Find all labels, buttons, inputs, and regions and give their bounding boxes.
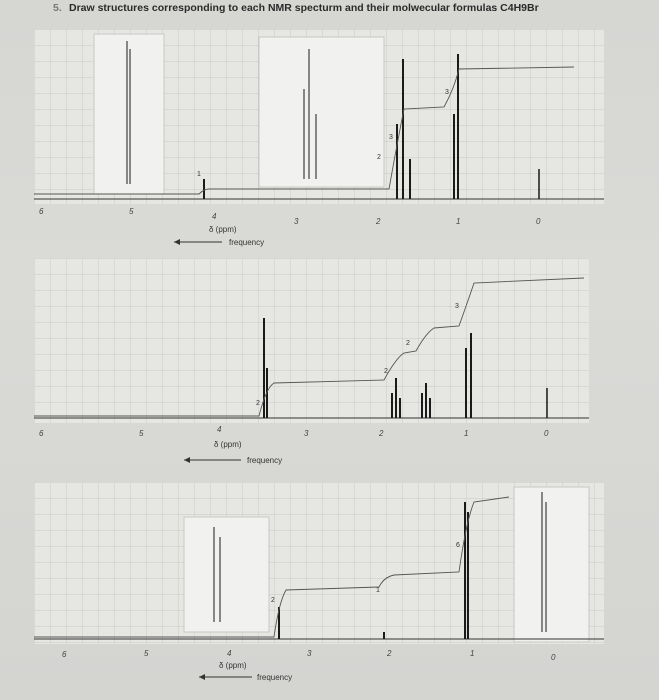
axis-tick: 6: [39, 207, 44, 216]
integration-label: 3: [389, 134, 393, 141]
axis-tick: 2: [379, 429, 384, 438]
axis-tick: 1: [456, 217, 461, 226]
question-number: 5.: [53, 2, 62, 14]
frequency-label: frequency: [257, 673, 293, 682]
integration-label: 2: [384, 368, 388, 375]
axis-tick: 2: [376, 217, 381, 226]
nmr-spectrum-1: [34, 29, 624, 259]
integration-label: 1: [376, 587, 380, 594]
axis-tick: 1: [464, 429, 469, 438]
axis-tick: 4: [212, 212, 217, 221]
axis-tick: 3: [307, 649, 312, 658]
integration-label: 3: [445, 89, 449, 96]
axis-tick: 5: [139, 429, 144, 438]
integration-label: 2: [377, 154, 381, 161]
nmr-spectrum-1-svg: [34, 29, 624, 259]
axis-tick: 0: [544, 429, 549, 438]
integration-label: 6: [456, 542, 460, 549]
axis-label-ppm: δ (ppm): [219, 661, 247, 670]
question-title: Draw structures corresponding to each NMR specturm and their molwecular formulas C4H9Br: [69, 2, 539, 14]
axis-tick: 3: [294, 217, 299, 226]
axis-tick: 2: [387, 649, 392, 658]
frequency-label: frequency: [229, 238, 265, 247]
integration-label: 2: [256, 400, 260, 407]
integration-label: 2: [271, 597, 275, 604]
axis-tick: 1: [470, 649, 475, 658]
axis-tick: 5: [129, 207, 134, 216]
axis-tick: 3: [304, 429, 309, 438]
axis-tick: 4: [227, 649, 232, 658]
nmr-spectrum-3-svg: [34, 482, 624, 694]
axis-tick: 0: [536, 217, 541, 226]
axis-tick: 6: [39, 429, 44, 438]
axis-tick: 4: [217, 425, 222, 434]
question-header: [0, 0, 659, 24]
nmr-spectrum-2: [34, 258, 624, 473]
integration-label: 2: [406, 340, 410, 347]
frequency-label: frequency: [247, 456, 283, 465]
integration-label: 3: [455, 303, 459, 310]
nmr-spectrum-3: [34, 482, 624, 694]
axis-tick: 6: [62, 650, 67, 659]
axis-label-ppm: δ (ppm): [214, 440, 242, 449]
nmr-spectrum-2-svg: [34, 258, 624, 473]
axis-label-ppm: δ (ppm): [209, 225, 237, 234]
axis-tick: 5: [144, 649, 149, 658]
integration-label: 1: [197, 171, 201, 178]
axis-tick: 0: [551, 653, 556, 662]
